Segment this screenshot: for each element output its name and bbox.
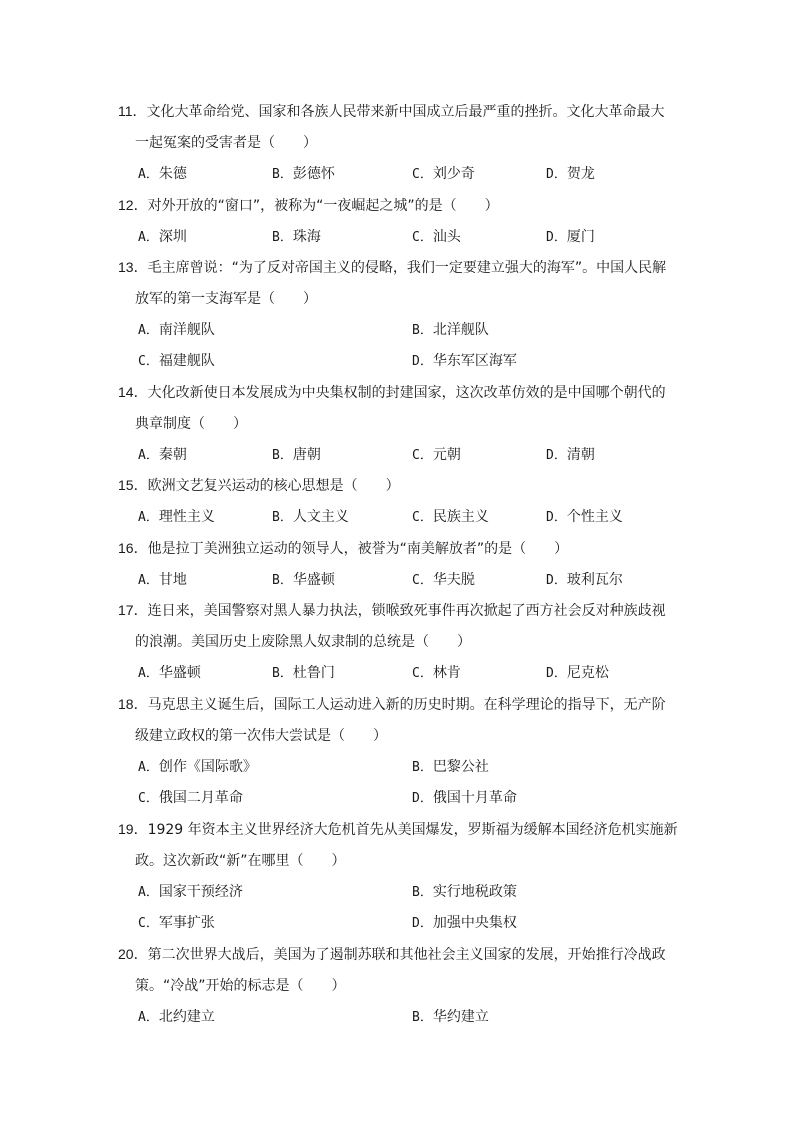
question-stem: 20．第二次世界大战后，美国为了遏制苏联和其他社会主义国家的发展，开始推行冷战政 (118, 946, 666, 963)
question-stem-continued: 典章制度（ ） (135, 416, 247, 432)
option-a[interactable]: A．国家干预经济 (138, 884, 243, 900)
question-15 (118, 470, 678, 533)
question-stem: 15．欧洲文艺复兴运动的核心思想是（ ） (118, 477, 400, 494)
option-a[interactable]: A．北约建立 (138, 1009, 215, 1025)
question-14 (118, 377, 678, 471)
question-stem-continued: 政。这次新政“新”在哪里（ ） (135, 853, 346, 869)
question-18 (118, 689, 678, 814)
options-row (118, 222, 678, 253)
option-a[interactable]: A．华盛顿 (138, 665, 201, 681)
option-c[interactable]: C．民族主义 (412, 509, 489, 525)
question-stem-continued: 一起冤案的受害者是（ ） (135, 135, 317, 151)
question-stem: 16．他是拉丁美洲独立运动的领导人，被誉为“南美解放者”的是（ ） (118, 540, 569, 557)
option-c[interactable]: C．华夫脱 (412, 572, 475, 588)
option-b[interactable]: B．华约建立 (412, 1009, 489, 1025)
question-19 (118, 814, 678, 939)
options-row (118, 877, 678, 908)
option-a[interactable]: A．甘地 (138, 572, 187, 588)
question-11 (118, 96, 678, 190)
option-a[interactable]: A．朱德 (138, 166, 187, 182)
option-b[interactable]: B．彭德怀 (272, 166, 335, 182)
question-stem: 14．大化改新使日本发展成为中央集权制的封建国家，这次改革仿效的是中国哪个朝代的 (118, 384, 666, 401)
option-b[interactable]: B．人文主义 (272, 509, 349, 525)
option-c[interactable]: C．汕头 (412, 229, 461, 245)
question-stem: 17．连日来，美国警察对黑人暴力执法，锁喉致死事件再次掀起了西方社会反对种族歧视 (118, 602, 666, 619)
option-a[interactable]: A．南洋舰队 (138, 322, 215, 338)
question-stem-continued: 级建立政权的第一次伟大尝试是（ ） (135, 728, 387, 744)
option-c[interactable]: C．刘少奇 (412, 166, 475, 182)
option-b[interactable]: B．华盛顿 (272, 572, 335, 588)
option-c[interactable]: C．俄国二月革命 (138, 790, 243, 806)
option-d[interactable]: D．华东军区海军 (412, 353, 517, 369)
question-16 (118, 533, 678, 596)
options-row (118, 752, 678, 783)
question-stem: 19．1929 年资本主义世界经济大危机首先从美国爆发，罗斯福为缓解本国经济危机实施新 (118, 821, 678, 838)
option-d[interactable]: D．厦门 (546, 229, 595, 245)
options-row (118, 315, 678, 346)
option-a[interactable]: A．理性主义 (138, 509, 215, 525)
option-a[interactable]: A．秦朝 (138, 447, 187, 463)
option-d[interactable]: D．清朝 (546, 447, 595, 463)
question-stem: 11．文化大革命给党、国家和各族人民带来新中国成立后最严重的挫折。文化大革命最大 (118, 103, 665, 120)
options-row (118, 565, 678, 596)
option-b[interactable]: B．唐朝 (272, 447, 321, 463)
question-20 (118, 939, 678, 1033)
question-stem-continued: 的浪潮。美国历史上废除黑人奴隶制的总统是（ ） (135, 634, 471, 650)
option-d[interactable]: D．个性主义 (546, 509, 623, 525)
question-stem: 13．毛主席曾说：“为了反对帝国主义的侵略，我们一定要建立强大的海军”。中国人民解 (118, 259, 667, 276)
option-c[interactable]: C．福建舰队 (138, 353, 215, 369)
options-row (118, 658, 678, 689)
option-d[interactable]: D．尼克松 (546, 665, 609, 681)
option-d[interactable]: D．加强中央集权 (412, 915, 517, 931)
question-12 (118, 190, 678, 253)
option-c[interactable]: C．林肯 (412, 665, 461, 681)
option-b[interactable]: B．实行地税政策 (412, 884, 517, 900)
options-row (118, 159, 678, 190)
option-d[interactable]: D．俄国十月革命 (412, 790, 517, 806)
option-b[interactable]: B．珠海 (272, 229, 321, 245)
option-a[interactable]: A．深圳 (138, 229, 187, 245)
options-row (118, 1002, 678, 1033)
options-row (118, 440, 678, 471)
question-stem: 12．对外开放的“窗口”，被称为“一夜崛起之城”的是（ ） (118, 197, 499, 214)
options-row (118, 908, 678, 939)
options-row (118, 346, 678, 377)
option-c[interactable]: C．军事扩张 (138, 915, 215, 931)
question-13 (118, 252, 678, 377)
option-b[interactable]: B．杜鲁门 (272, 665, 335, 681)
option-b[interactable]: B．巴黎公社 (412, 759, 489, 775)
option-c[interactable]: C．元朝 (412, 447, 461, 463)
question-stem-continued: 策。“冷战”开始的标志是（ ） (135, 978, 346, 994)
options-row (118, 783, 678, 814)
option-a[interactable]: A．创作《国际歌》 (138, 759, 257, 775)
option-d[interactable]: D．贺龙 (546, 166, 595, 182)
option-b[interactable]: B．北洋舰队 (412, 322, 489, 338)
option-d[interactable]: D．玻利瓦尔 (546, 572, 623, 588)
options-row (118, 502, 678, 533)
question-stem-continued: 放军的第一支海军是（ ） (135, 291, 317, 307)
question-17 (118, 595, 678, 689)
question-stem: 18．马克思主义诞生后，国际工人运动进入新的历史时期。在科学理论的指导下，无产阶 (118, 696, 666, 713)
